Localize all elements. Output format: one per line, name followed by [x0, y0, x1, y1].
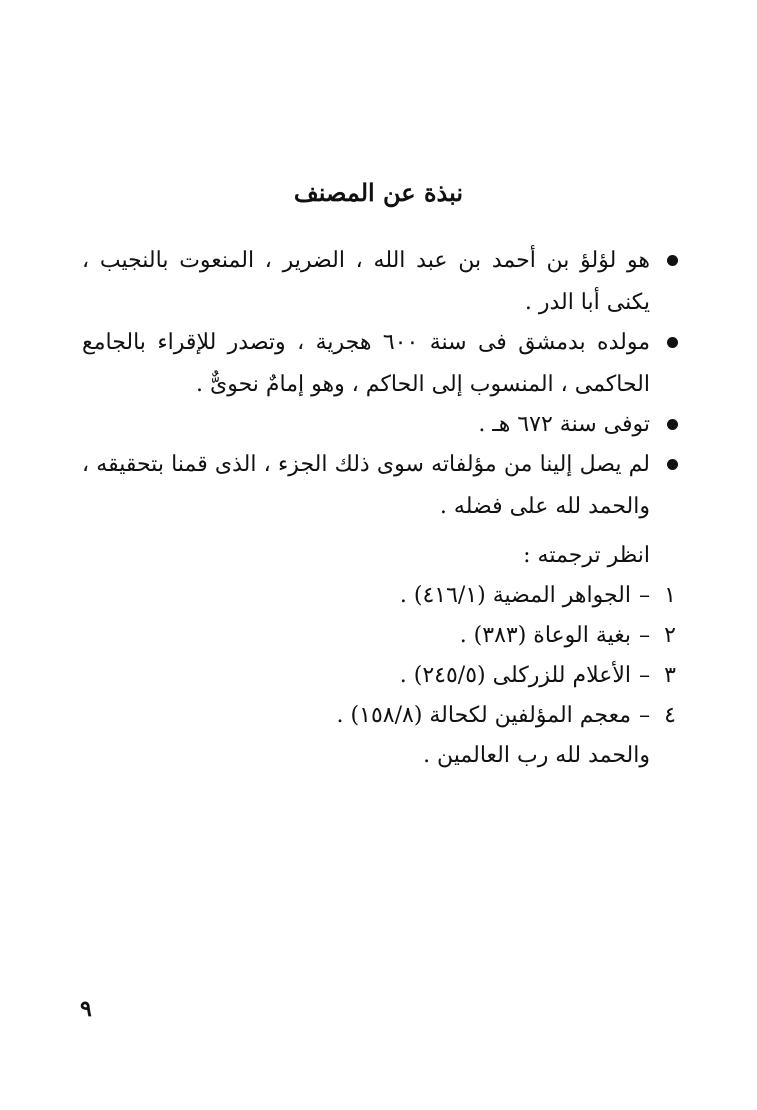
reference-item: [82, 616, 682, 656]
reference-number: ٢: [664, 623, 676, 648]
bullet-list: [82, 240, 682, 526]
page-title: نبذة عن المصنف: [293, 178, 464, 207]
bullet-text: مولده بدمشق فى سنة ٦٠٠ هجرية ، وتصدر للإقراء بالجامع الحاكمى ، المنسوب إلى الحاكم ، وهو إمامٌ نحوىٌّ .: [82, 330, 650, 397]
references-list: [82, 576, 682, 736]
reference-item: [82, 656, 682, 696]
reference-number: ٤: [664, 703, 676, 728]
reference-dash: –: [639, 663, 650, 688]
bullet-dot-icon: [667, 459, 678, 470]
bullet-text: توفى سنة ٦٧٢ هـ .: [478, 412, 650, 437]
page-number: ٩: [80, 996, 92, 1022]
bullet-item: [82, 322, 682, 406]
bullet-item: [82, 404, 682, 446]
reference-text: معجم المؤلفين لكحالة (١٥٨/٨) .: [336, 703, 631, 728]
reference-number: ٣: [664, 663, 676, 688]
closing-line: والحمد لله رب العالمين .: [423, 743, 650, 768]
reference-dash: –: [639, 583, 650, 608]
bullet-dot-icon: [667, 337, 678, 348]
bullet-text: هو لؤلؤ بن أحمد بن عبد الله ، الضرير ، المنعوت بالنجيب ، يكنى أبا الدر .: [82, 248, 650, 315]
references-section: [82, 536, 682, 776]
reference-item: [82, 696, 682, 736]
reference-dash: –: [639, 623, 650, 648]
reference-dash: –: [639, 703, 650, 728]
reference-text: الأعلام للزركلى (٢٤٥/٥) .: [399, 663, 631, 688]
reference-number: ١: [664, 583, 676, 608]
bullet-item: [82, 240, 682, 324]
reference-text: الجواهر المضية (٤١٦/١) .: [399, 583, 631, 608]
references-heading: انظر ترجمته :: [523, 543, 650, 568]
bullet-item: [82, 444, 682, 528]
reference-text: بغية الوعاة (٣٨٣) .: [459, 623, 631, 648]
bullet-dot-icon: [667, 255, 678, 266]
reference-item: [82, 576, 682, 616]
bullet-dot-icon: [667, 419, 678, 430]
bullet-text: لم يصل إلينا من مؤلفاته سوى ذلك الجزء ، الذى قمنا بتحقيقه ، والحمد لله على فضله .: [82, 452, 650, 519]
